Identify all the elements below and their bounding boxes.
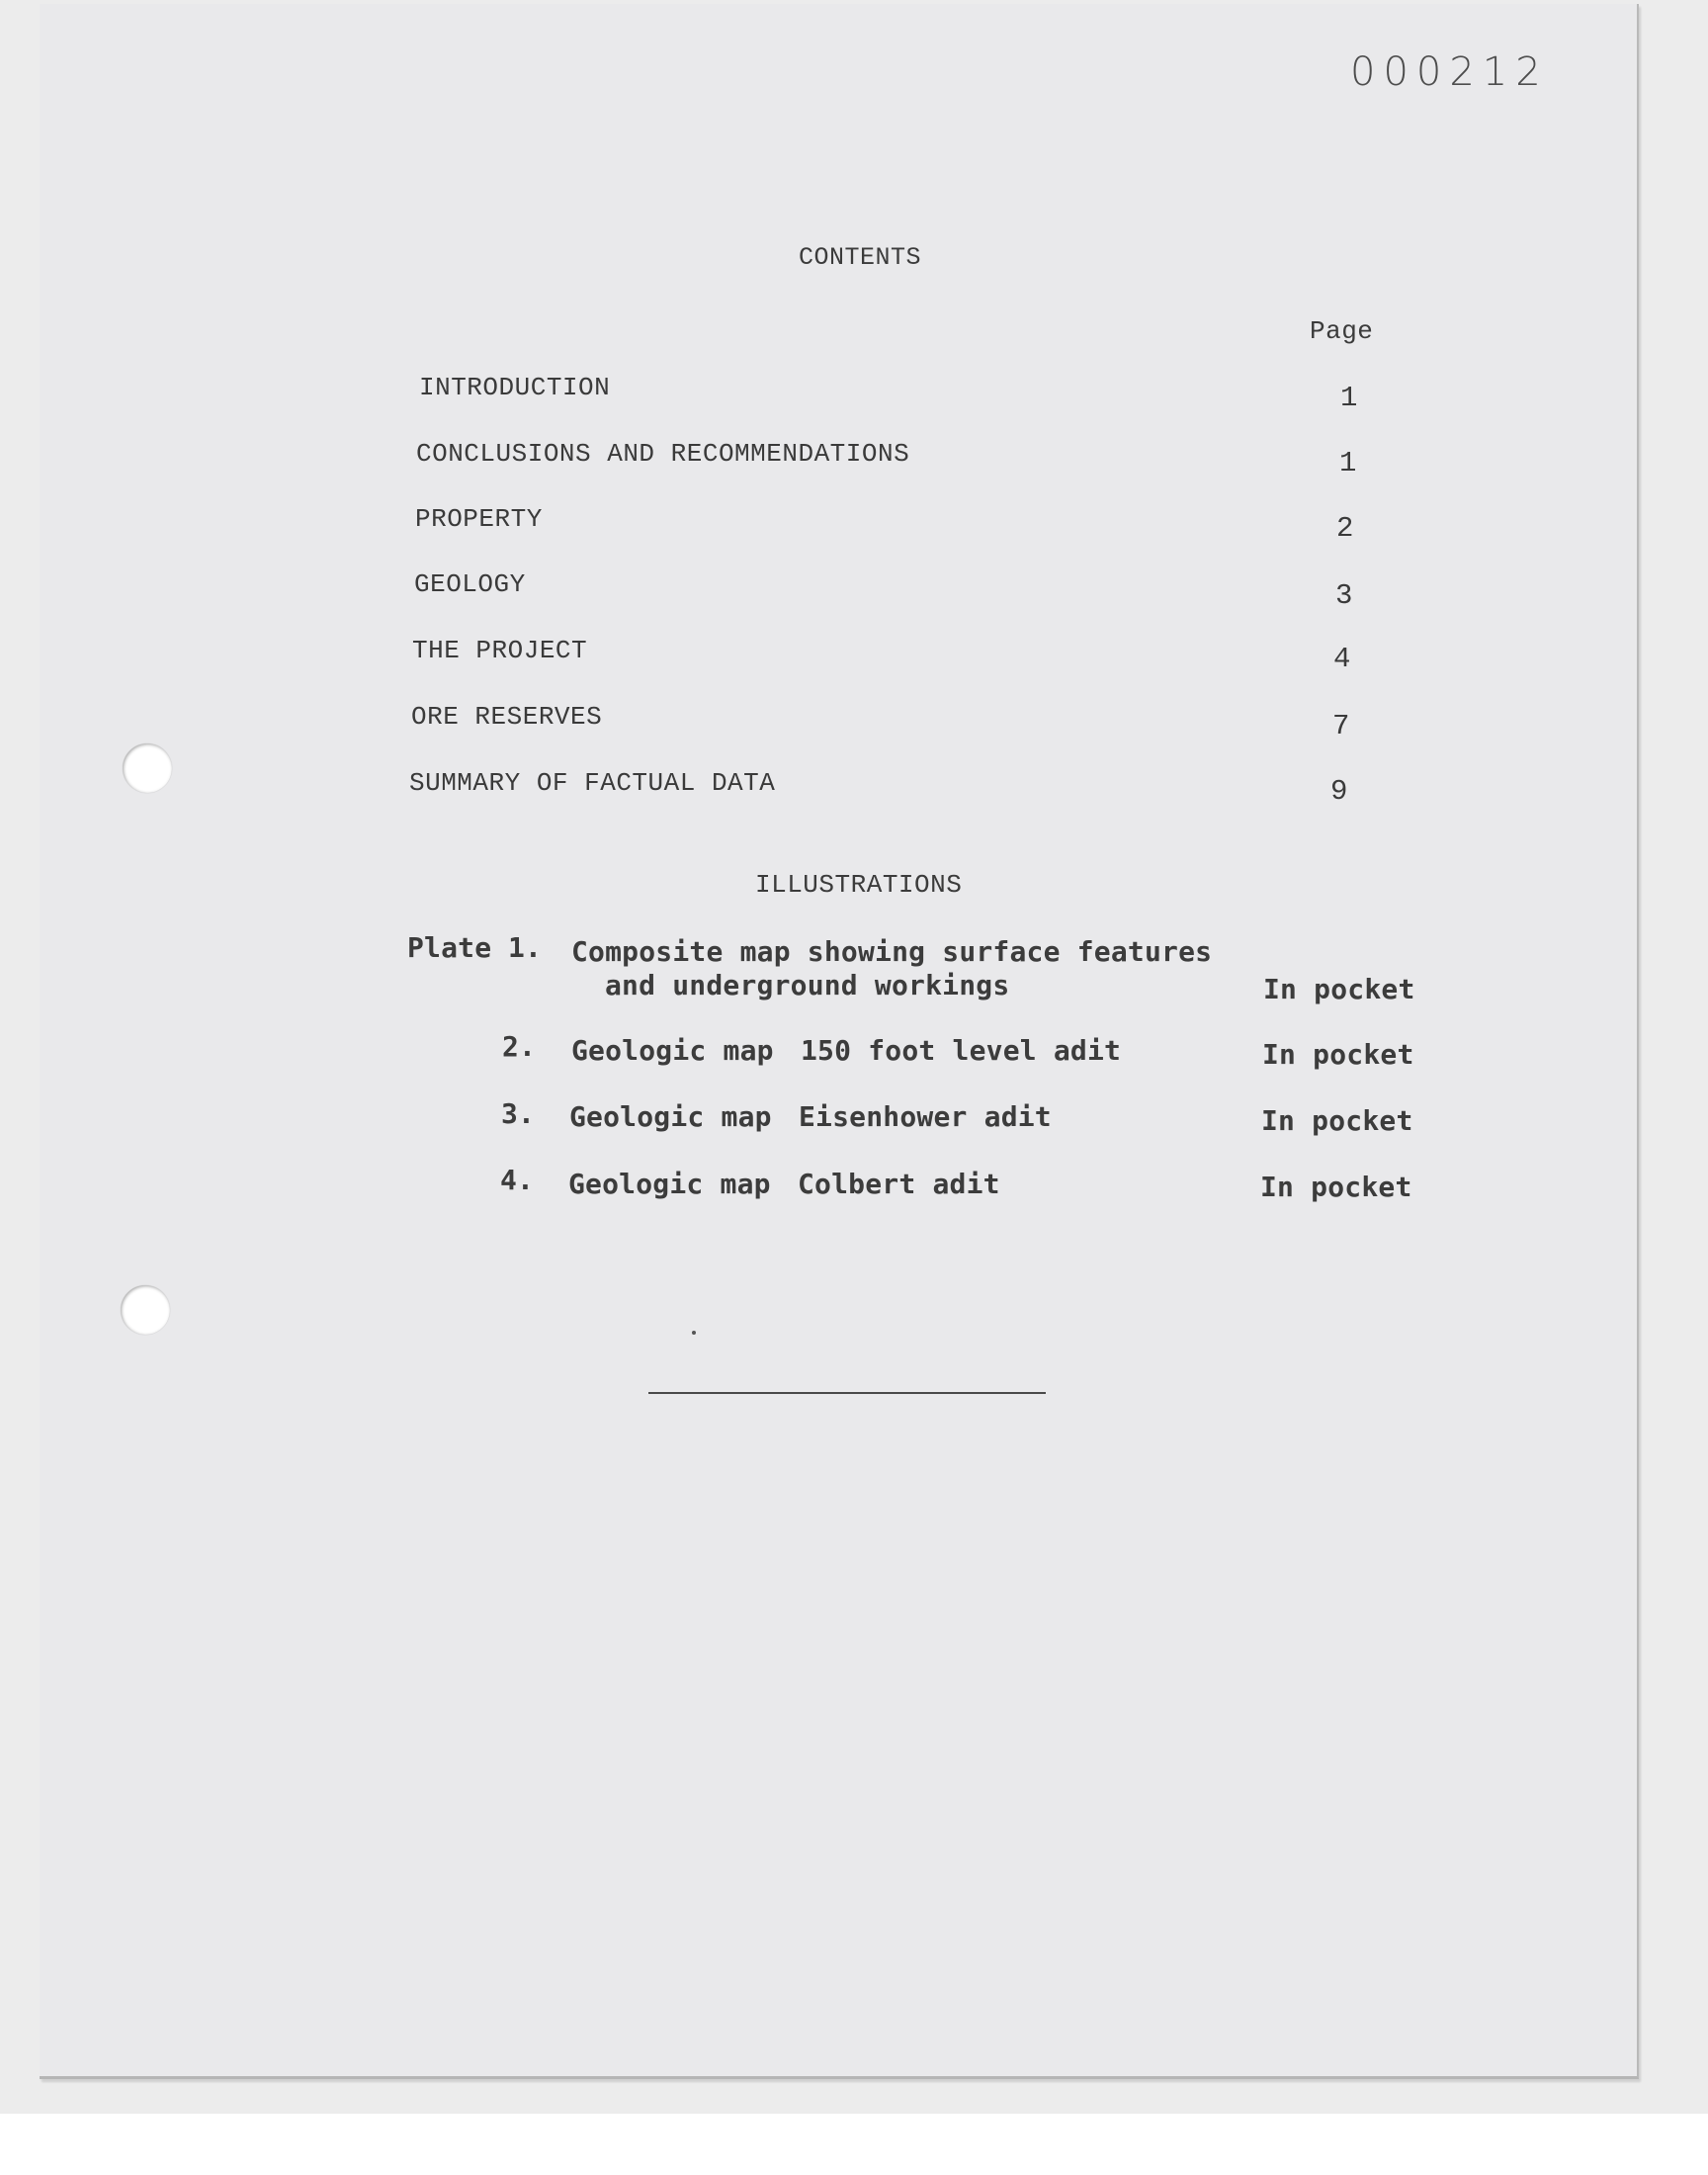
toc-page-property: 2	[1336, 512, 1354, 545]
toc-page-conclusions: 1	[1339, 447, 1357, 479]
toc-entry-geology: GEOLOGY	[414, 569, 526, 599]
toc-page-ore-reserves: 7	[1332, 710, 1350, 742]
toc-entry-the-project: THE PROJECT	[412, 636, 588, 665]
plate-4-map: Geologic map	[568, 1168, 771, 1200]
toc-entry-property: PROPERTY	[415, 504, 543, 534]
ink-speck	[692, 1331, 696, 1335]
plate-3-subject: Eisenhower adit	[799, 1100, 1052, 1133]
plate-3-map: Geologic map	[569, 1100, 772, 1133]
plate-4-subject: Colbert adit	[798, 1168, 1000, 1200]
plate-prefix: Plate	[407, 931, 492, 964]
plate-4-number: 4.	[500, 1164, 535, 1196]
punch-hole-upper	[123, 743, 172, 793]
plate-2-subject: 150 foot level adit	[801, 1034, 1122, 1067]
plate-2-number: 2.	[502, 1030, 537, 1063]
plate-4-location: In pocket	[1260, 1171, 1412, 1203]
plate-1-number: 1.	[508, 931, 543, 964]
plate-1-description-line1: Composite map showing surface features	[571, 935, 1213, 968]
toc-page-summary-of-factual-data: 9	[1330, 775, 1348, 808]
plate-2-location: In pocket	[1262, 1038, 1414, 1071]
page-column-header: Page	[1310, 316, 1374, 346]
closing-rule	[648, 1392, 1046, 1394]
toc-entry-ore-reserves: ORE RESERVES	[411, 702, 603, 732]
toc-page-geology: 3	[1335, 579, 1353, 612]
illustrations-heading: ILLUSTRATIONS	[755, 870, 963, 900]
plate-3-number: 3.	[501, 1097, 536, 1130]
toc-entry-summary-of-factual-data: SUMMARY OF FACTUAL DATA	[409, 768, 776, 798]
toc-page-introduction: 1	[1340, 382, 1358, 414]
toc-entry-conclusions: CONCLUSIONS AND RECOMMENDATIONS	[416, 439, 910, 469]
toc-page-the-project: 4	[1333, 643, 1351, 675]
plate-3-location: In pocket	[1261, 1104, 1413, 1137]
plate-2-map: Geologic map	[571, 1034, 774, 1067]
toc-entry-introduction: INTRODUCTION	[419, 373, 611, 402]
contents-heading: CONTENTS	[799, 243, 922, 272]
plate-1-location: In pocket	[1263, 973, 1415, 1005]
plate-1-description-line2: and underground workings	[605, 969, 1010, 1001]
punch-hole-lower	[121, 1285, 170, 1335]
document-number: 000212	[1350, 49, 1549, 95]
